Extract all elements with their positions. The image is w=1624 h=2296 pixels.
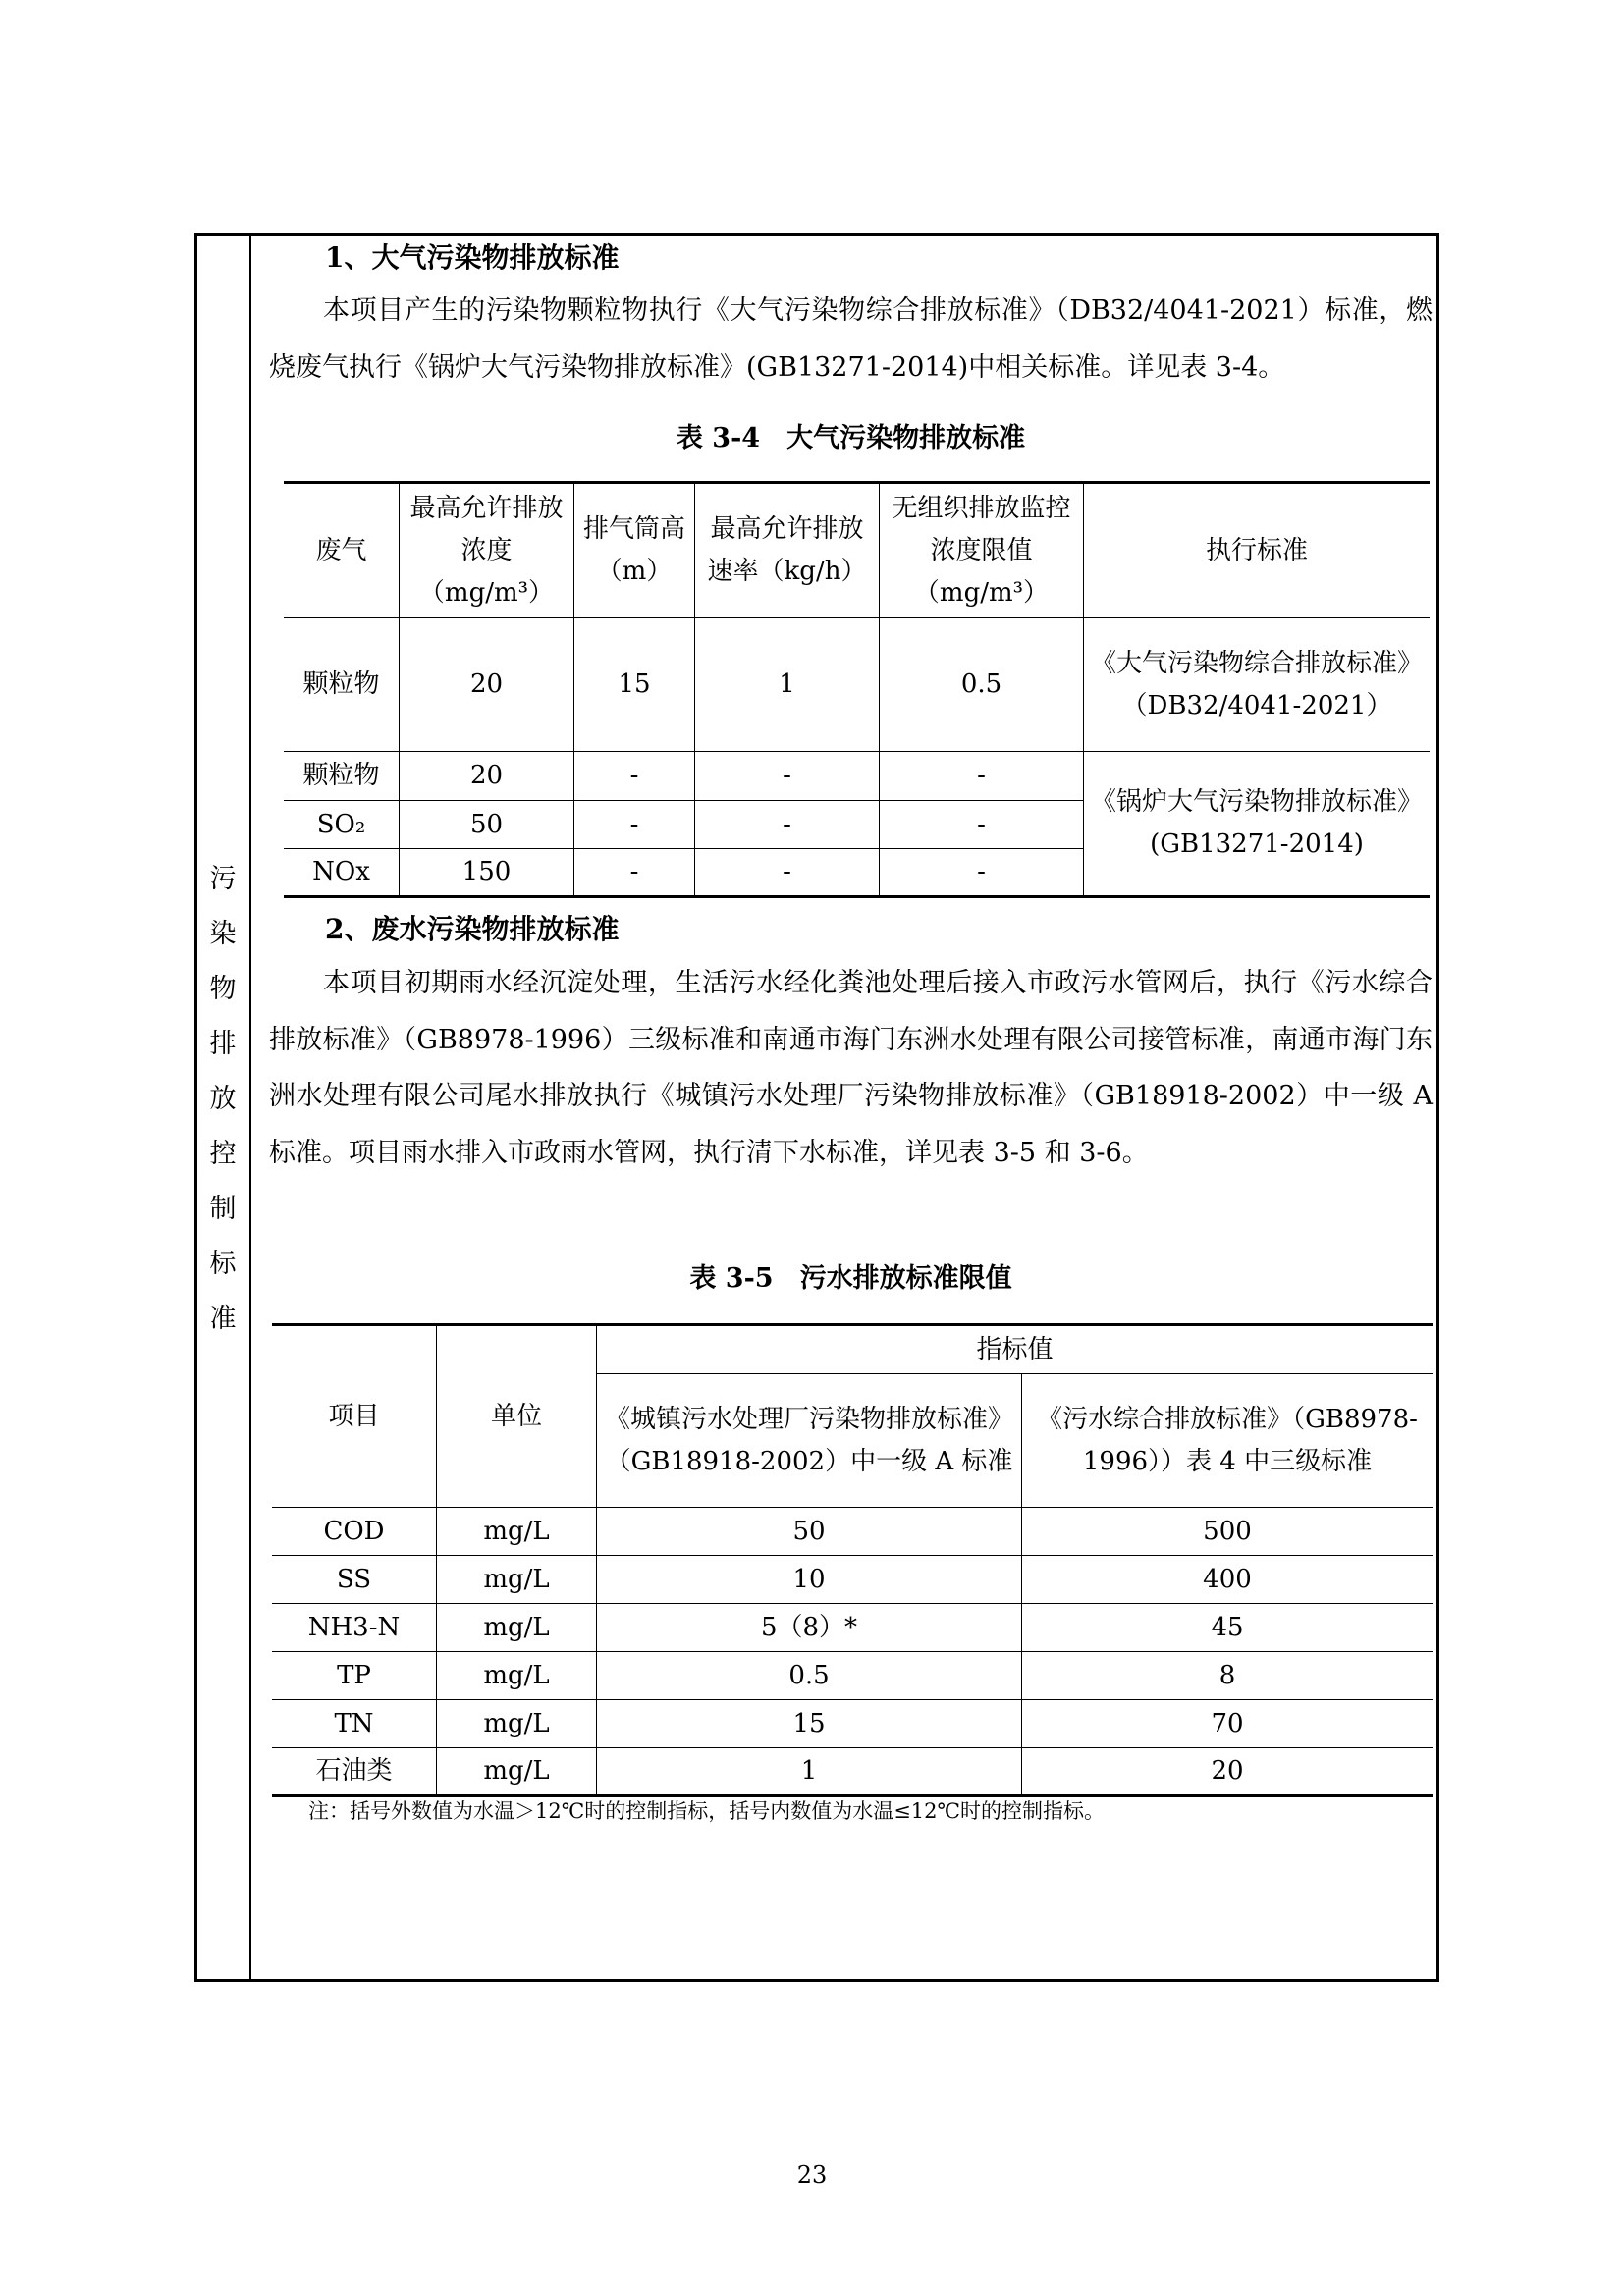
header-cell: 单位: [437, 1325, 597, 1508]
page-number: 23: [796, 2162, 828, 2189]
side-label-char: 放: [209, 1084, 237, 1114]
table-cell: 500: [1022, 1508, 1434, 1556]
side-label-char: 制: [209, 1194, 237, 1224]
table-cell: -: [574, 752, 695, 801]
table-cell: -: [574, 801, 695, 849]
table-cell: -: [574, 849, 695, 897]
table-3-4: [284, 481, 1430, 898]
header-cell: 指标值: [597, 1325, 1434, 1374]
side-label-char: 控: [209, 1139, 237, 1169]
table-cell: 20: [400, 752, 574, 801]
side-label: [197, 852, 248, 1347]
header-cell: 排气筒高（m）: [574, 483, 695, 618]
table-cell: mg/L: [437, 1748, 597, 1796]
side-label-char: 准: [209, 1304, 237, 1334]
table-row: [272, 1652, 1433, 1700]
table-3-5: [272, 1323, 1433, 1797]
table-note: 注：括号外数值为水温＞12℃时的控制指标，括号内数值为水温≤12℃时的控制指标。: [308, 1799, 1106, 1823]
table-cell: 15: [597, 1700, 1022, 1748]
table-cell: NOx: [284, 849, 400, 897]
side-label-char: 标: [209, 1249, 237, 1279]
side-column: [197, 236, 251, 1979]
section-2-heading: 2、废水污染物排放标准: [325, 913, 620, 945]
table-cell: 石油类: [272, 1748, 437, 1796]
side-label-char: 染: [209, 919, 237, 949]
table-cell: -: [695, 849, 880, 897]
table-cell: 0.5: [597, 1652, 1022, 1700]
table-3-4-caption: 表 3-4 大气污染物排放标准: [676, 423, 1026, 454]
header-cell: 《污水综合排放标准》（GB8978-1996））表 4 中三级标准: [1022, 1374, 1434, 1508]
table-cell: 70: [1022, 1700, 1434, 1748]
header-cell: 最高允许排放浓度（mg/m³）: [400, 483, 574, 618]
table-cell: -: [880, 801, 1084, 849]
table-row: [284, 618, 1430, 752]
table-cell: 400: [1022, 1556, 1434, 1604]
header-cell: 无组织排放监控浓度限值（mg/m³）: [880, 483, 1084, 618]
table-cell: 颗粒物: [284, 752, 400, 801]
table-cell: mg/L: [437, 1508, 597, 1556]
table-cell: COD: [272, 1508, 437, 1556]
table-cell: SS: [272, 1556, 437, 1604]
table-cell: 150: [400, 849, 574, 897]
table-row: [272, 1700, 1433, 1748]
table-cell: 0.5: [880, 618, 1084, 752]
table-cell: -: [695, 752, 880, 801]
table-cell: NH3-N: [272, 1604, 437, 1652]
table-cell: -: [880, 752, 1084, 801]
header-cell: 最高允许排放速率（kg/h）: [695, 483, 880, 618]
table-cell: 1: [695, 618, 880, 752]
header-cell: 《城镇污水处理厂污染物排放标准》（GB18918-2002）中一级 A 标准: [597, 1374, 1022, 1508]
table-cell: mg/L: [437, 1652, 597, 1700]
table-cell: 45: [1022, 1604, 1434, 1652]
table-cell: mg/L: [437, 1556, 597, 1604]
table-cell: SO₂: [284, 801, 400, 849]
table-header-row: [272, 1325, 1433, 1374]
page-frame: [194, 233, 1439, 1982]
table-cell: 5（8）*: [597, 1604, 1022, 1652]
standard-cell: 《大气污染物综合排放标准》（DB32/4041-2021）: [1084, 618, 1431, 752]
header-cell: 项目: [272, 1325, 437, 1508]
table-cell: 50: [597, 1508, 1022, 1556]
side-label-char: 污: [209, 864, 237, 894]
table-cell: 20: [400, 618, 574, 752]
table-cell: mg/L: [437, 1604, 597, 1652]
standard-cell: 《锅炉大气污染物排放标准》(GB13271-2014): [1084, 752, 1431, 897]
side-label-char: 物: [209, 974, 237, 1004]
table-cell: -: [695, 801, 880, 849]
table-row: [272, 1748, 1433, 1796]
table-cell: TP: [272, 1652, 437, 1700]
table-cell: 颗粒物: [284, 618, 400, 752]
header-cell: 执行标准: [1084, 483, 1431, 618]
side-label-char: 排: [209, 1029, 237, 1059]
table-cell: -: [880, 849, 1084, 897]
table-cell: 1: [597, 1748, 1022, 1796]
table-3-5-caption: 表 3-5 污水排放标准限值: [689, 1263, 1012, 1294]
section-1-paragraph: 本项目产生的污染物颗粒物执行《大气污染物综合排放标准》（DB32/4041-2021）标准，燃烧废气执行《锅炉大气污染物排放标准》(GB13271-2014)中相关标准。详见表 3-4。: [269, 295, 1433, 383]
table-header-row: [284, 483, 1430, 618]
table-cell: 8: [1022, 1652, 1434, 1700]
table-cell: mg/L: [437, 1700, 597, 1748]
table-row: [272, 1556, 1433, 1604]
table-cell: 50: [400, 801, 574, 849]
header-cell: 废气: [284, 483, 400, 618]
table-row: [272, 1508, 1433, 1556]
table-cell: 10: [597, 1556, 1022, 1604]
section-2-paragraph: 本项目初期雨水经沉淀处理，生活污水经化粪池处理后接入市政污水管网后，执行《污水综合排放标准》（GB8978-1996）三级标准和南通市海门东洲水处理有限公司接管标准，南通市海门东洲水处理有限公司尾水排放执行《城镇污水处理厂污染物排放标准》（GB18918-2002）中一级 A 标准。项目雨水排入市政雨水管网，执行清下水标准，详见表 3-5 和 3-6。: [269, 968, 1433, 1168]
section-1-heading: 1、大气污染物排放标准: [325, 241, 620, 274]
table-cell: 20: [1022, 1748, 1434, 1796]
table-cell: 15: [574, 618, 695, 752]
table-row: [284, 752, 1430, 801]
table-row: [272, 1604, 1433, 1652]
table-cell: TN: [272, 1700, 437, 1748]
